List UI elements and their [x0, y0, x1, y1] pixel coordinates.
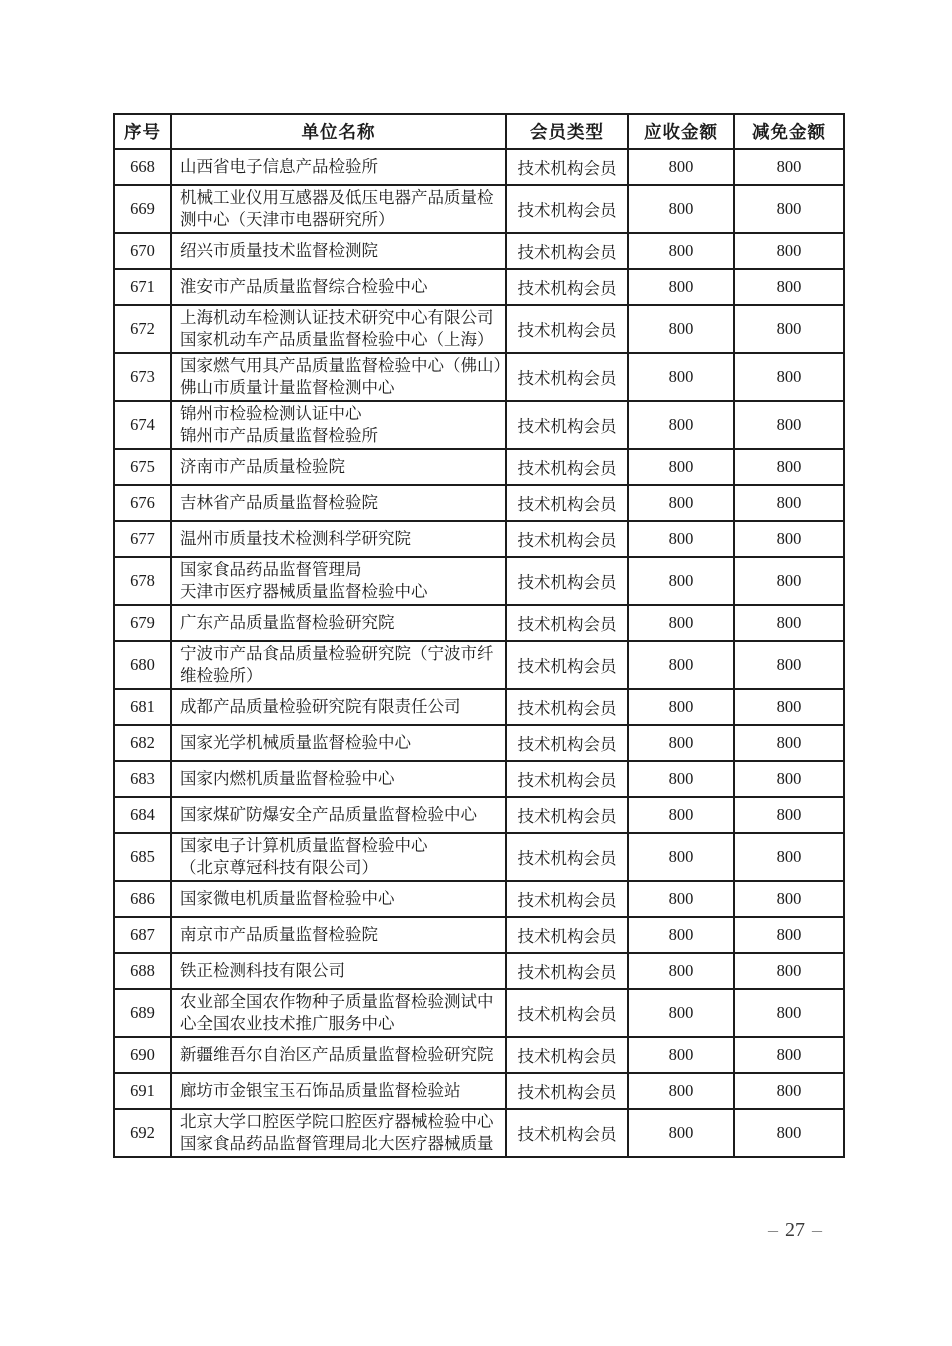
table-row [114, 269, 844, 305]
unit-name-line: 济南市产品质量检验院 [180, 457, 345, 476]
unit-name-line: 温州市质量技术检测科学研究院 [180, 529, 411, 548]
cell-member-type: 技术机构会员 [506, 1037, 628, 1073]
cell-amount-due: 800 [628, 881, 734, 917]
cell-amount-waived: 800 [734, 689, 844, 725]
cell-member-type: 技术机构会员 [506, 485, 628, 521]
cell-unit-name [171, 917, 506, 953]
cell-amount-waived: 800 [734, 521, 844, 557]
cell-unit-name [171, 725, 506, 761]
cell-serial-number: 671 [114, 269, 171, 305]
cell-amount-due: 800 [628, 917, 734, 953]
table-row [114, 353, 844, 401]
cell-amount-waived: 800 [734, 1109, 844, 1157]
table-row [114, 449, 844, 485]
cell-unit-name [171, 485, 506, 521]
cell-amount-due: 800 [628, 1037, 734, 1073]
cell-member-type: 技术机构会员 [506, 269, 628, 305]
cell-amount-waived: 800 [734, 149, 844, 185]
table-row [114, 641, 844, 689]
cell-serial-number: 687 [114, 917, 171, 953]
cell-amount-waived: 800 [734, 881, 844, 917]
cell-amount-waived: 800 [734, 761, 844, 797]
cell-amount-waived: 800 [734, 305, 844, 353]
footer-dash-right: – [812, 1219, 822, 1241]
cell-serial-number: 669 [114, 185, 171, 233]
table-row [114, 881, 844, 917]
unit-name-line: 维检验所） [180, 666, 263, 685]
unit-name-line: 北京大学口腔医学院口腔医疗器械检验中心 [180, 1112, 494, 1131]
unit-name-line: 国家燃气用具产品质量监督检验中心（佛山） [180, 356, 510, 375]
table-row [114, 833, 844, 881]
column-header-amount-waived: 减免金额 [734, 114, 844, 149]
cell-amount-due: 800 [628, 797, 734, 833]
table-row [114, 1073, 844, 1109]
unit-name-line: 淮安市产品质量监督综合检验中心 [180, 277, 428, 296]
table-row [114, 401, 844, 449]
unit-name-line: 宁波市产品食品质量检验研究院（宁波市纤 [180, 644, 494, 663]
footer-dash-left: – [768, 1219, 778, 1241]
cell-amount-due: 800 [628, 353, 734, 401]
cell-unit-name [171, 833, 506, 881]
cell-member-type: 技术机构会员 [506, 449, 628, 485]
cell-amount-waived: 800 [734, 725, 844, 761]
cell-member-type: 技术机构会员 [506, 557, 628, 605]
unit-name-line: 成都产品质量检验研究院有限责任公司 [180, 697, 461, 716]
cell-unit-name [171, 953, 506, 989]
unit-name-line: 心全国农业技术推广服务中心 [180, 1014, 395, 1033]
cell-serial-number: 684 [114, 797, 171, 833]
column-header-amount-due: 应收金额 [628, 114, 734, 149]
cell-serial-number: 677 [114, 521, 171, 557]
cell-amount-waived: 800 [734, 449, 844, 485]
cell-serial-number: 672 [114, 305, 171, 353]
cell-serial-number: 681 [114, 689, 171, 725]
unit-name-line: 农业部全国农作物种子质量监督检验测试中 [180, 992, 494, 1011]
cell-unit-name [171, 641, 506, 689]
table-row [114, 917, 844, 953]
table-row [114, 689, 844, 725]
table-row [114, 797, 844, 833]
cell-amount-due: 800 [628, 833, 734, 881]
unit-name-line: 机械工业仪用互感器及低压电器产品质量检 [180, 188, 494, 207]
table-header [114, 114, 844, 149]
cell-amount-due: 800 [628, 449, 734, 485]
cell-unit-name [171, 353, 510, 401]
cell-amount-waived: 800 [734, 1073, 844, 1109]
member-fee-table [113, 113, 845, 1158]
cell-amount-waived: 800 [734, 953, 844, 989]
table-body [114, 149, 844, 1157]
table-row [114, 149, 844, 185]
cell-member-type: 技术机构会员 [506, 185, 628, 233]
cell-serial-number: 682 [114, 725, 171, 761]
cell-amount-due: 800 [628, 305, 734, 353]
cell-amount-waived: 800 [734, 269, 844, 305]
cell-amount-due: 800 [628, 185, 734, 233]
cell-member-type: 技术机构会员 [506, 1109, 628, 1157]
cell-member-type: 技术机构会员 [506, 605, 628, 641]
unit-name-line: 铁正检测科技有限公司 [180, 961, 345, 980]
cell-amount-waived: 800 [734, 797, 844, 833]
column-header-member-type: 会员类型 [506, 114, 628, 149]
cell-serial-number: 675 [114, 449, 171, 485]
cell-amount-waived: 800 [734, 605, 844, 641]
cell-unit-name [171, 1073, 506, 1109]
cell-unit-name [171, 521, 506, 557]
cell-amount-due: 800 [628, 557, 734, 605]
cell-amount-due: 800 [628, 689, 734, 725]
cell-member-type: 技术机构会员 [506, 149, 628, 185]
cell-unit-name [171, 989, 506, 1037]
cell-unit-name [171, 881, 506, 917]
column-header-unit-name: 单位名称 [171, 114, 506, 149]
table-row [114, 989, 844, 1037]
unit-name-line: 国家煤矿防爆安全产品质量监督检验中心 [180, 805, 477, 824]
cell-amount-due: 800 [628, 605, 734, 641]
unit-name-line: 天津市医疗器械质量监督检验中心 [180, 582, 428, 601]
cell-serial-number: 692 [114, 1109, 171, 1157]
table-row [114, 725, 844, 761]
cell-member-type: 技术机构会员 [506, 353, 628, 401]
cell-unit-name [171, 233, 506, 269]
cell-serial-number: 668 [114, 149, 171, 185]
cell-unit-name [171, 797, 506, 833]
footer-page-number: 27 [785, 1219, 805, 1241]
unit-name-line: 吉林省产品质量监督检验院 [180, 493, 378, 512]
unit-name-line: 南京市产品质量监督检验院 [180, 925, 378, 944]
column-header-serial-number: 序号 [114, 114, 171, 149]
cell-serial-number: 688 [114, 953, 171, 989]
cell-member-type: 技术机构会员 [506, 833, 628, 881]
cell-member-type: 技术机构会员 [506, 521, 628, 557]
cell-amount-waived: 800 [734, 989, 844, 1037]
table-row [114, 1037, 844, 1073]
unit-name-line: 国家电子计算机质量监督检验中心 [180, 836, 428, 855]
cell-unit-name [171, 557, 506, 605]
cell-unit-name [171, 689, 506, 725]
table-row [114, 1109, 844, 1157]
cell-amount-due: 800 [628, 485, 734, 521]
cell-serial-number: 685 [114, 833, 171, 881]
unit-name-line: 上海机动车检测认证技术研究中心有限公司 [180, 308, 494, 327]
cell-member-type: 技术机构会员 [506, 797, 628, 833]
page-number [768, 1219, 848, 1242]
cell-serial-number: 673 [114, 353, 171, 401]
cell-amount-due: 800 [628, 989, 734, 1037]
cell-unit-name [171, 605, 506, 641]
unit-name-line: 山西省电子信息产品检验所 [180, 157, 378, 176]
cell-serial-number: 686 [114, 881, 171, 917]
cell-serial-number: 679 [114, 605, 171, 641]
cell-serial-number: 690 [114, 1037, 171, 1073]
cell-amount-waived: 800 [734, 185, 844, 233]
cell-member-type: 技术机构会员 [506, 953, 628, 989]
cell-unit-name [171, 269, 506, 305]
cell-serial-number: 689 [114, 989, 171, 1037]
table-row [114, 761, 844, 797]
cell-amount-waived: 800 [734, 833, 844, 881]
table-row [114, 233, 844, 269]
cell-amount-waived: 800 [734, 641, 844, 689]
unit-name-line: （北京尊冠科技有限公司） [180, 858, 378, 877]
unit-name-line: 佛山市质量计量监督检测中心 [180, 378, 395, 397]
cell-unit-name [171, 149, 506, 185]
unit-name-line: 国家微电机质量监督检验中心 [180, 889, 395, 908]
cell-amount-due: 800 [628, 725, 734, 761]
cell-amount-waived: 800 [734, 233, 844, 269]
cell-amount-waived: 800 [734, 485, 844, 521]
cell-serial-number: 674 [114, 401, 171, 449]
unit-name-line: 国家光学机械质量监督检验中心 [180, 733, 411, 752]
cell-serial-number: 680 [114, 641, 171, 689]
table-row [114, 557, 844, 605]
cell-amount-due: 800 [628, 641, 734, 689]
cell-unit-name [171, 401, 506, 449]
cell-serial-number: 676 [114, 485, 171, 521]
table-row [114, 605, 844, 641]
cell-unit-name [171, 1037, 506, 1073]
cell-amount-due: 800 [628, 761, 734, 797]
cell-amount-waived: 800 [734, 557, 844, 605]
unit-name-line: 测中心（天津市电器研究所） [180, 210, 395, 229]
table-row [114, 485, 844, 521]
cell-member-type: 技术机构会员 [506, 881, 628, 917]
cell-amount-due: 800 [628, 401, 734, 449]
unit-name-line: 国家食品药品监督管理局北大医疗器械质量 [180, 1134, 494, 1153]
unit-name-line: 新疆维吾尔自治区产品质量监督检验研究院 [180, 1045, 494, 1064]
cell-member-type: 技术机构会员 [506, 989, 628, 1037]
cell-member-type: 技术机构会员 [506, 917, 628, 953]
unit-name-line: 广东产品质量监督检验研究院 [180, 613, 395, 632]
unit-name-line: 锦州市检验检测认证中心 [180, 404, 362, 423]
cell-amount-due: 800 [628, 1109, 734, 1157]
cell-amount-due: 800 [628, 1073, 734, 1109]
table-row [114, 185, 844, 233]
cell-member-type: 技术机构会员 [506, 401, 628, 449]
unit-name-line: 廊坊市金银宝玉石饰品质量监督检验站 [180, 1081, 461, 1100]
cell-member-type: 技术机构会员 [506, 689, 628, 725]
cell-serial-number: 683 [114, 761, 171, 797]
table-row [114, 953, 844, 989]
cell-member-type: 技术机构会员 [506, 1073, 628, 1109]
unit-name-line: 国家食品药品监督管理局 [180, 560, 362, 579]
cell-serial-number: 670 [114, 233, 171, 269]
table-row [114, 305, 844, 353]
unit-name-line: 国家机动车产品质量监督检验中心（上海） [180, 330, 494, 349]
cell-unit-name [171, 761, 506, 797]
cell-unit-name [171, 305, 506, 353]
header-row [114, 114, 844, 149]
unit-name-line: 绍兴市质量技术监督检测院 [180, 241, 378, 260]
cell-amount-waived: 800 [734, 353, 844, 401]
cell-unit-name [171, 1109, 506, 1157]
cell-amount-waived: 800 [734, 1037, 844, 1073]
cell-amount-due: 800 [628, 269, 734, 305]
cell-amount-waived: 800 [734, 401, 844, 449]
cell-amount-due: 800 [628, 149, 734, 185]
cell-serial-number: 691 [114, 1073, 171, 1109]
cell-amount-waived: 800 [734, 917, 844, 953]
cell-amount-due: 800 [628, 233, 734, 269]
cell-member-type: 技术机构会员 [506, 305, 628, 353]
cell-member-type: 技术机构会员 [506, 725, 628, 761]
cell-serial-number: 678 [114, 557, 171, 605]
cell-member-type: 技术机构会员 [506, 761, 628, 797]
cell-amount-due: 800 [628, 521, 734, 557]
unit-name-line: 锦州市产品质量监督检验所 [180, 426, 378, 445]
unit-name-line: 国家内燃机质量监督检验中心 [180, 769, 395, 788]
cell-member-type: 技术机构会员 [506, 233, 628, 269]
cell-member-type: 技术机构会员 [506, 641, 628, 689]
cell-unit-name [171, 185, 506, 233]
cell-unit-name [171, 449, 506, 485]
cell-amount-due: 800 [628, 953, 734, 989]
table-row [114, 521, 844, 557]
